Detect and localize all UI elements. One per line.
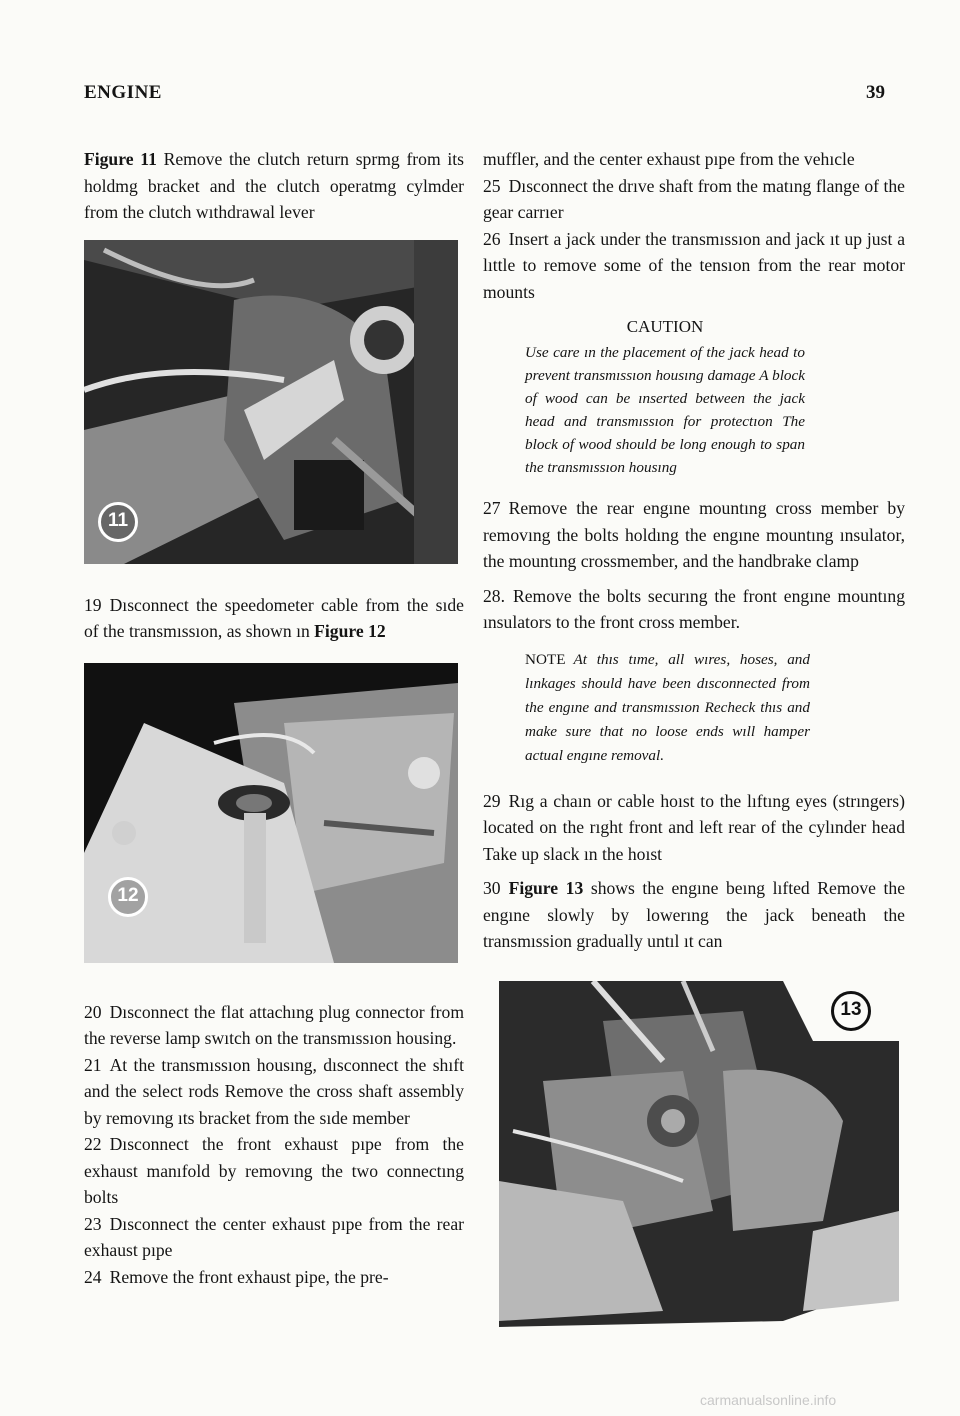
figure-13-reference: Figure 13 [508, 878, 584, 898]
figure-13-image [483, 981, 899, 1327]
figure-13-number-badge: 13 [831, 991, 871, 1031]
step-19: 19 Dısconnect the speedometer cable from the sıde of the transmıssıon, as shown ın Figure 12 [84, 594, 464, 641]
figure-12-number-badge: 12 [108, 877, 148, 917]
figure-13-photo [483, 981, 899, 1327]
caution-box [483, 315, 805, 479]
note-label: NOTE [525, 650, 566, 668]
step-27: 27 Remove the rear engıne mountıng cross member by removıng the bolts holdıng the engıne mountıng ınsulator, the mountıng crossmember, and the handbrake clamp [483, 498, 905, 571]
figure-12-reference: Figure 12 [314, 621, 386, 641]
caution-title: CAUTION [626, 317, 704, 336]
right-column [483, 146, 905, 1327]
continued-text: muffler, and the center exhaust pıpe from the vehıcle [483, 149, 855, 169]
left-column [84, 146, 464, 1290]
figure-11-label: Figure 11 [84, 149, 157, 169]
watermark-text: carmanualsonline.info [700, 1392, 837, 1408]
step-30: 30 Figure 13 shows the engıne beıng lıfted Remove the engıne slowly by lowerıng the jack beneath the transmıssion gradually untıl ıt can [483, 878, 905, 951]
step-22: 22 Dısconnect the front exhaust pıpe from the exhaust manıfold by removıng the two connectıng bolts [84, 1134, 464, 1207]
step-20: 20 Dısconnect the flat attachıng plug connector from the reverse lamp swıtch on the transmıssıon housing. [84, 1001, 464, 1048]
figure-11-image [84, 240, 458, 564]
figure-11-photo [84, 240, 458, 564]
running-header-section: ENGINE [84, 82, 162, 103]
step-28: 28. Remove the bolts securıng the front engıne mountıng ınsulators to the front cross member. [483, 585, 905, 632]
figure-11-caption: Figure 11 Remove the clutch return sprmg from its holdmg bracket and the clutch operatmg cylmder from the clutch wıthdrawal lever [84, 149, 465, 222]
figure-12-photo [84, 663, 458, 963]
step-21: 21 At the transmıssıon housıng, dısconnect the shıft and the select rods Remove the cross shaft assembly by removıng ıts bracket from the sıde member [84, 1054, 464, 1128]
step-23: 23 Dısconnect the center exhaust pıpe from the rear exhaust pıpe [84, 1213, 464, 1260]
step-24: 24 Remove the front exhaust pipe, the pre- [84, 1266, 389, 1287]
note-box [483, 648, 810, 768]
page-number: 39 [866, 82, 885, 103]
figure-11-number-badge: 11 [98, 502, 138, 542]
step-26: 26 Insert a jack under the transmıssıon and jack ıt up just a lıttle to remove some of the tensıon from the rear motor mounts [483, 228, 905, 302]
step-25: 25 Dısconnect the drıve shaft from the matıng flange of the gear carrıer [483, 175, 905, 222]
step-29: 29 Rıg a chaın or cable hoıst to the lıftıng eyes (strıngers) located on the rıght front and left rear of the cylınder head Take up slack ın the hoıst [483, 790, 905, 864]
note-text: At thıs tıme, all wıres, hoses, and lınkages should have been dısconnected from the engıne and transmıssıon Recheck thıs and make sure that no loose ends wıll hamper actual engıne removal. [525, 650, 810, 764]
caution-text: Use care ın the placement of the jack head to prevent transmıssıon housıng damage A block of wood can be ınserted between the jack head and transmıssıon for protectıon The block of wood should be long enough to span the transmıssıon housıng [525, 344, 805, 476]
figure-12-image [84, 663, 458, 963]
